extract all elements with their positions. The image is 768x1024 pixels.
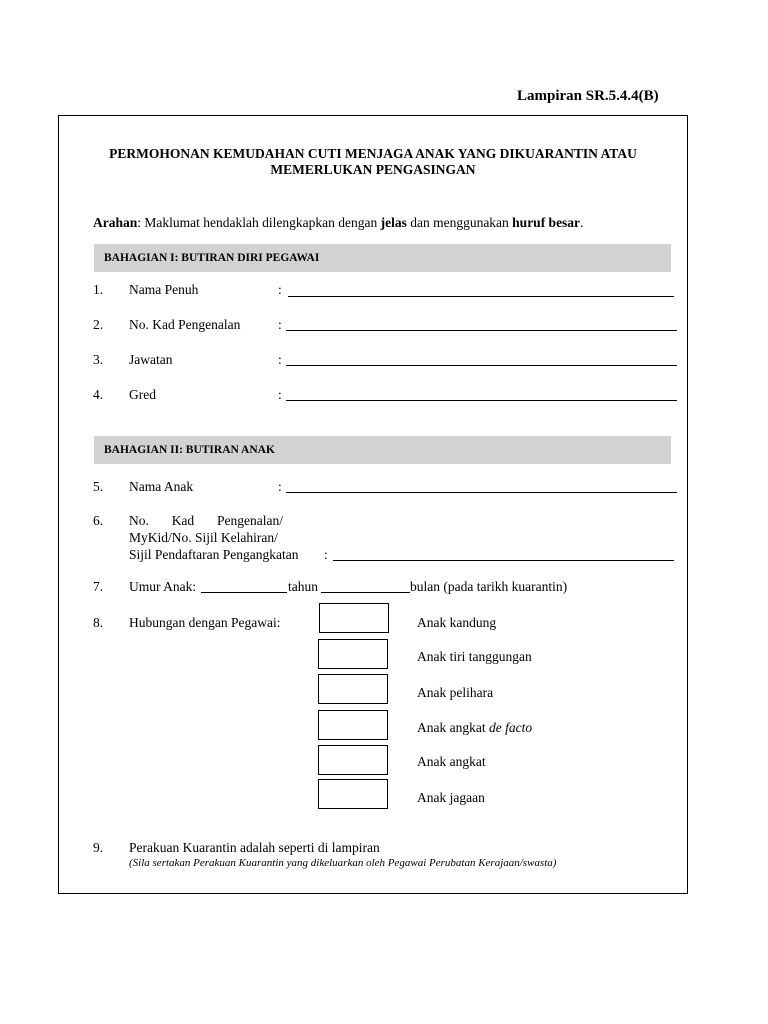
- form-title-line2: MEMERLUKAN PENGASINGAN: [270, 162, 476, 177]
- umur-bulan-field[interactable]: [321, 592, 410, 593]
- checkbox-anak-angkat[interactable]: [318, 745, 388, 775]
- field7-label: Umur Anak:: [129, 579, 197, 594]
- field4-label: Gred: [129, 387, 156, 402]
- field1-label: Nama Penuh: [129, 282, 199, 297]
- gred-field[interactable]: [286, 400, 677, 401]
- jawatan-field[interactable]: [286, 365, 677, 366]
- option-anak-angkat-de-facto-text: Anak angkat: [417, 720, 486, 735]
- option-anak-jagaan: Anak jagaan: [417, 790, 485, 805]
- arahan-text1: : Maklumat hendaklah dilengkapkan dengan: [137, 215, 381, 230]
- umur-tahun-field[interactable]: [201, 592, 287, 593]
- field6-colon: :: [324, 547, 328, 562]
- kad-pengenalan-anak-field[interactable]: [333, 560, 674, 561]
- checkbox-anak-angkat-de-facto[interactable]: [318, 710, 388, 740]
- field7-bulan: bulan (pada tarikh kuarantin): [410, 579, 568, 594]
- arahan-bold-jelas: jelas: [380, 215, 407, 230]
- arahan-instructions: [93, 215, 583, 231]
- field5-label: Nama Anak: [129, 479, 194, 494]
- field5-number: 5.: [93, 479, 104, 494]
- field3-label: Jawatan: [129, 352, 173, 367]
- field8-label: Hubungan dengan Pegawai:: [129, 615, 281, 630]
- nama-anak-field[interactable]: [286, 492, 677, 493]
- field3-number: 3.: [93, 352, 104, 367]
- form-frame: [58, 115, 688, 894]
- field6-label-line1: [129, 512, 283, 529]
- arahan-text2: dan menggunakan: [406, 215, 513, 230]
- option-anak-kandung: Anak kandung: [417, 615, 497, 630]
- field9-label: Perakuan Kuarantin adalah seperti di lampiran: [129, 840, 380, 855]
- form-title: [58, 146, 688, 178]
- checkbox-anak-kandung[interactable]: [319, 603, 389, 633]
- field6-label-line3: Sijil Pendaftaran Pengangkatan: [129, 547, 299, 562]
- field9-number: 9.: [93, 840, 104, 855]
- form-title-line1: PERMOHONAN KEMUDAHAN CUTI MENJAGA ANAK YANG DIKUARANTIN ATAU: [109, 146, 637, 161]
- field2-colon: :: [278, 317, 282, 332]
- option-anak-angkat: Anak angkat: [417, 754, 486, 769]
- field7-tahun: tahun: [288, 579, 318, 594]
- field2-number: 2.: [93, 317, 104, 332]
- field4-colon: :: [278, 387, 282, 402]
- nama-penuh-field[interactable]: [288, 296, 674, 297]
- field6-word1: No.: [129, 513, 149, 528]
- option-anak-angkat-de-facto: [417, 719, 532, 736]
- arahan-bold-huruf-besar: huruf besar: [512, 215, 581, 230]
- field8-number: 8.: [93, 615, 104, 630]
- lampiran-label: Lampiran SR.5.4.4(B): [517, 88, 659, 104]
- field6-number: 6.: [93, 513, 104, 528]
- field6-label-line2: MyKid/No. Sijil Kelahiran/: [129, 530, 278, 545]
- checkbox-anak-pelihara[interactable]: [318, 674, 388, 704]
- checkbox-anak-tiri-tanggungan[interactable]: [318, 639, 388, 669]
- field5-colon: :: [278, 479, 282, 494]
- section2-header: BAHAGIAN II: BUTIRAN ANAK: [94, 436, 671, 464]
- field7-number: 7.: [93, 579, 104, 594]
- field1-colon: :: [278, 282, 282, 297]
- option-anak-pelihara: Anak pelihara: [417, 685, 494, 700]
- checkbox-anak-jagaan[interactable]: [318, 779, 388, 809]
- field6-word3: Pengenalan/: [217, 513, 283, 528]
- field4-number: 4.: [93, 387, 104, 402]
- field9-note: (Sila sertakan Perakuan Kuarantin yang dikeluarkan oleh Pegawai Perubatan Kerajaan/swasta): [129, 857, 557, 869]
- field2-label: No. Kad Pengenalan: [129, 317, 241, 332]
- de-facto-italic: de facto: [488, 720, 533, 735]
- arahan-label: Arahan: [93, 215, 138, 230]
- field6-word2: Kad: [171, 513, 195, 528]
- option-anak-tiri-tanggungan: Anak tiri tanggungan: [417, 649, 532, 664]
- section1-header: BAHAGIAN I: BUTIRAN DIRI PEGAWAI: [94, 244, 671, 272]
- field1-number: 1.: [93, 282, 104, 297]
- arahan-text3: .: [580, 215, 584, 230]
- kad-pengenalan-field[interactable]: [286, 330, 677, 331]
- field3-colon: :: [278, 352, 282, 367]
